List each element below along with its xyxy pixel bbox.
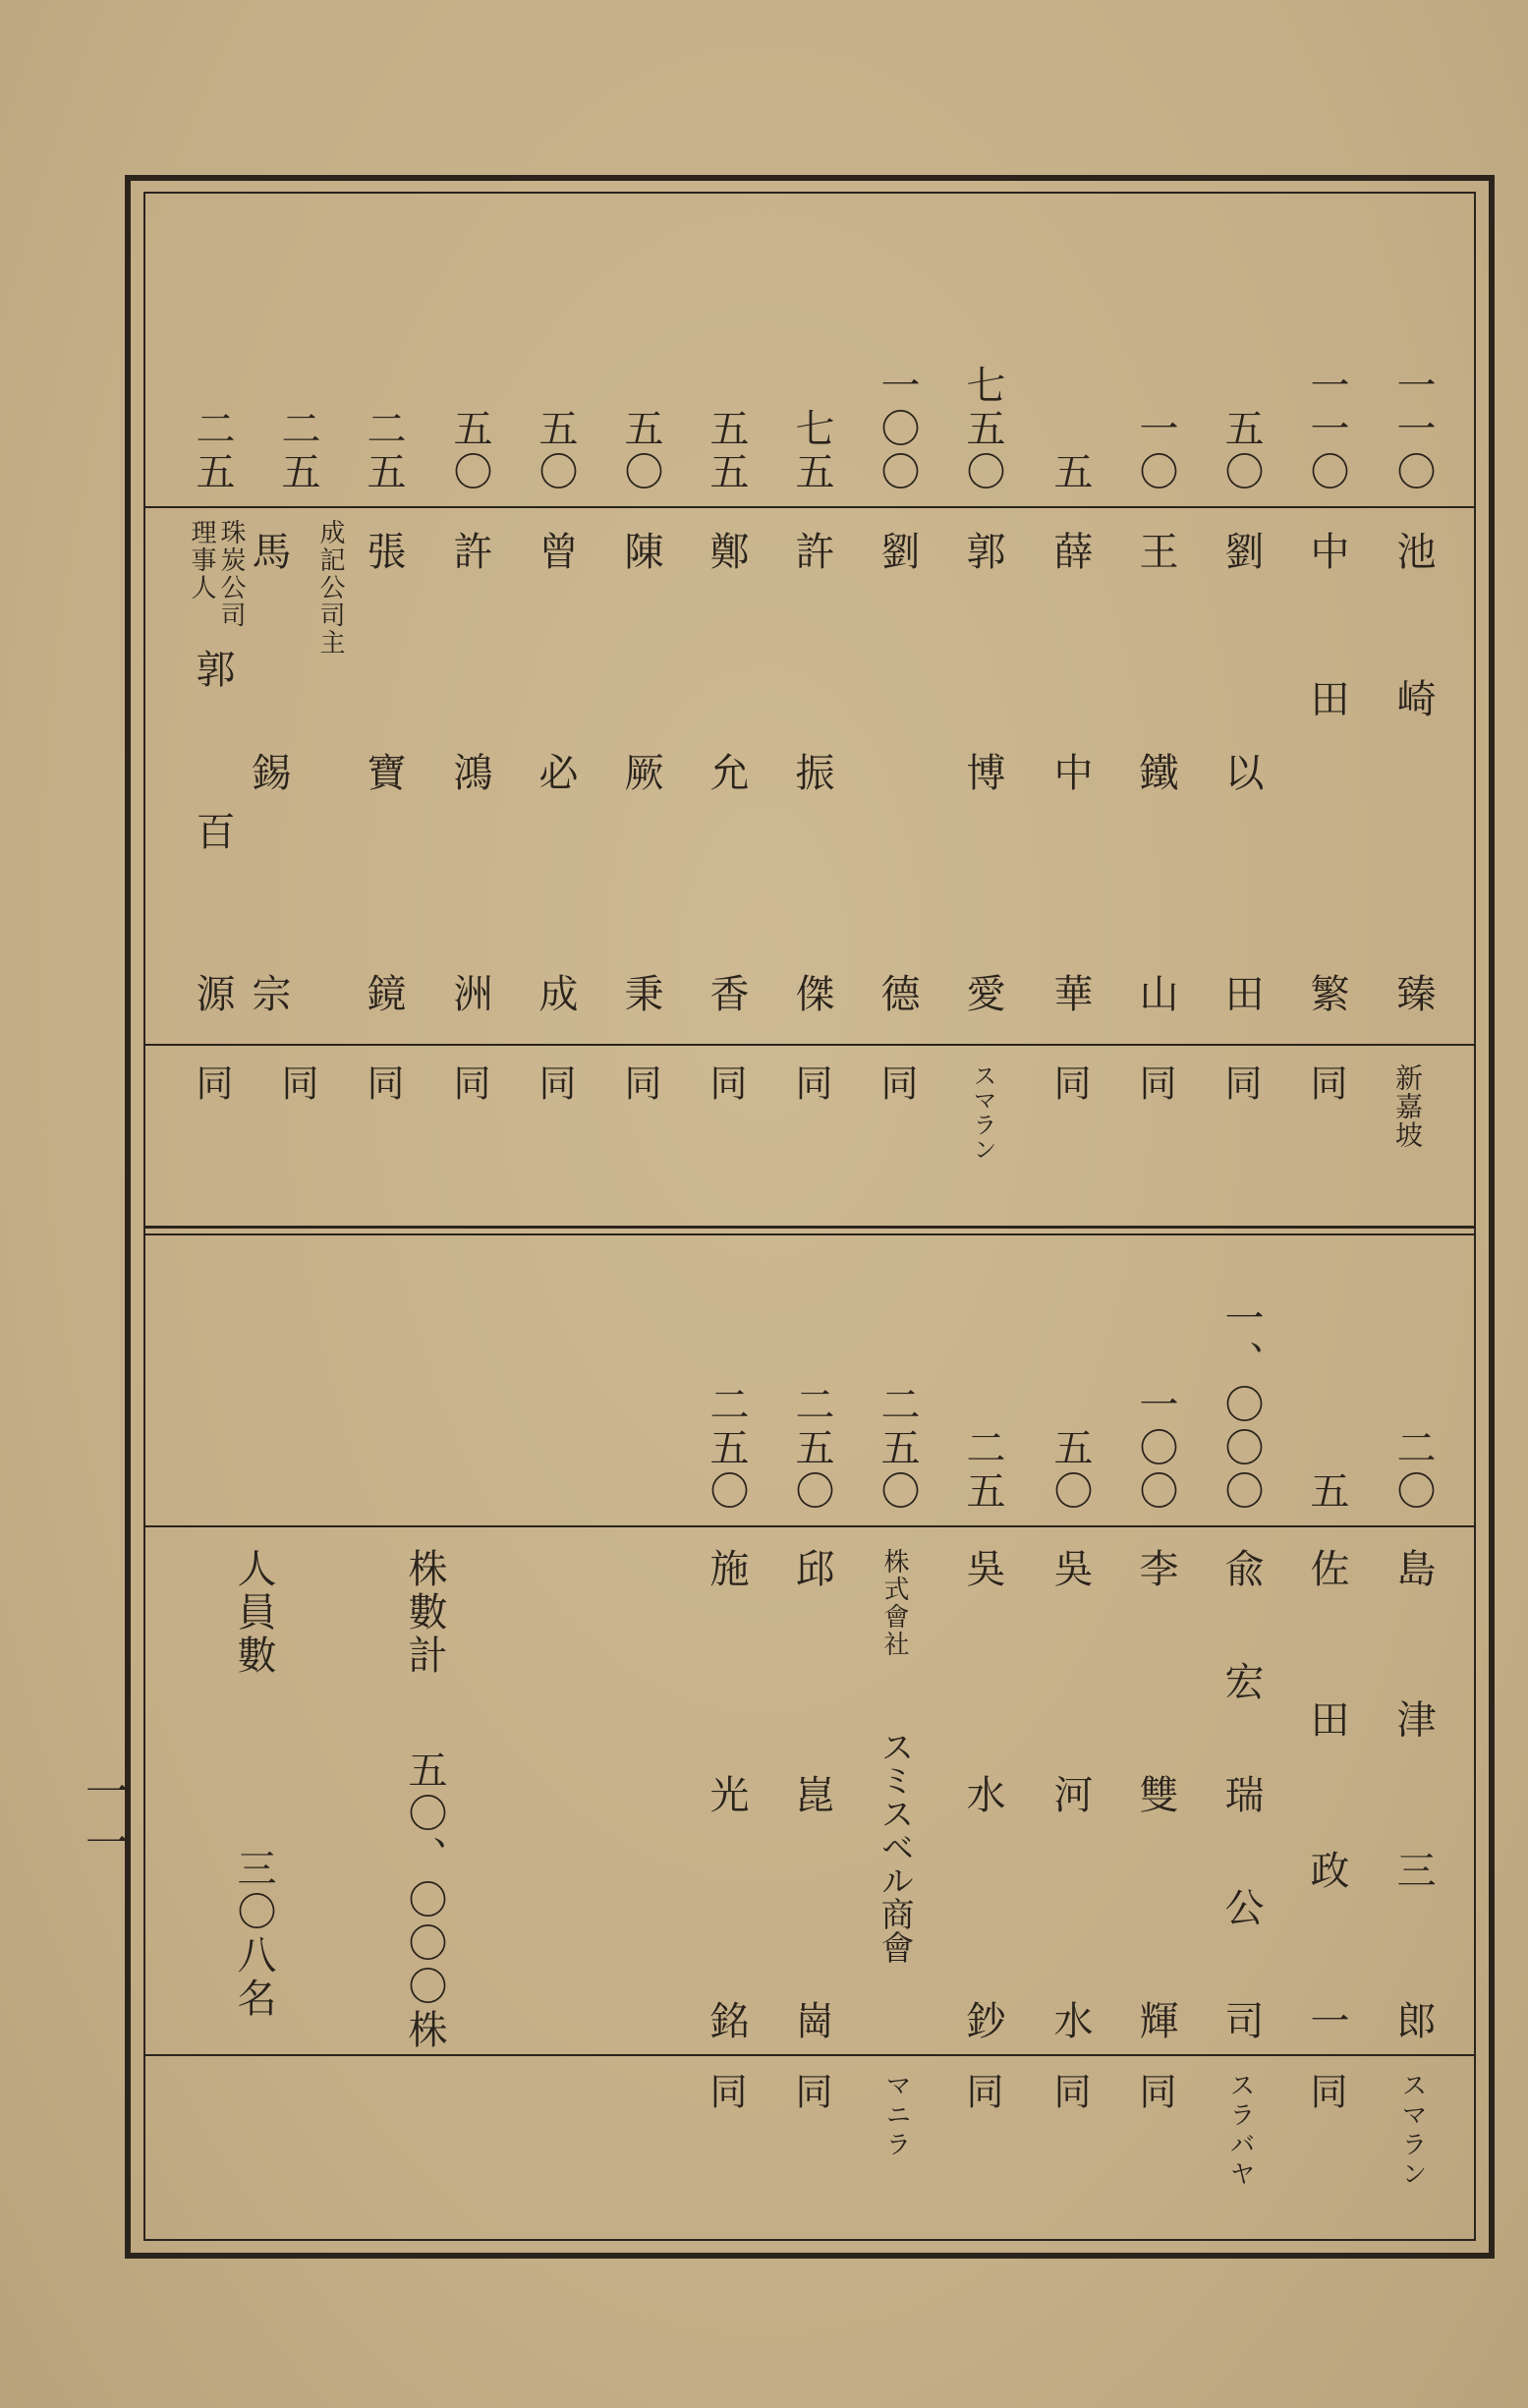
upper-name-cell: 許鴻洲 [447,531,492,1012]
section-divider-bottom [143,1233,1476,1235]
upper-shares-cell: 一〇〇 [875,365,920,494]
lower-place-cell: スマラン [1397,2072,1427,2190]
upper-shares-cell: 五〇 [1218,408,1264,494]
upper-place-cell: 同 [533,1063,576,1105]
lower-shares-cell: 五 [1304,1470,1349,1514]
upper-place-cell: 同 [875,1063,918,1105]
upper-name-cell: 許振傑 [789,531,834,1012]
upper-place-cell: 同 [789,1063,832,1105]
lower-shares-cell: 二五〇 [789,1384,834,1514]
upper-place-cell: 同 [704,1063,747,1105]
upper-shares-cell: 五〇 [533,408,578,494]
upper-shares-cell: 五五 [704,408,749,494]
upper-name-cell: 張寶鏡 [361,531,406,1012]
lower-name-cell: スミスベル商會 [875,1730,914,1964]
upper-shares-cell: 一一〇 [1304,365,1349,494]
upper-shares-cell: 二五 [190,408,235,494]
lower-name-cell: 李雙輝 [1133,1548,1178,2039]
lower-name-cell: 兪宏瑞公司 [1218,1548,1264,2039]
upper-name-cell: 王鐵山 [1133,531,1178,1012]
upper-shares-cell: 七五 [789,408,834,494]
lower-name-cell: 吳河水 [1047,1548,1093,2039]
lower-shares-cell: 五〇 [1047,1427,1093,1514]
upper-place-cell: 同 [618,1063,661,1105]
upper-note-cell: 珠炭公司 [216,519,246,629]
lower-shares-divider [143,1525,1476,1527]
lower-name-cell: 邱崑崗 [789,1548,834,2039]
upper-place-cell: 新嘉坡 [1391,1063,1424,1149]
lower-place-cell: 同 [1133,2072,1176,2113]
upper-place-cell: 同 [1218,1063,1262,1105]
upper-place-cell: 同 [275,1063,318,1105]
upper-name-cell: 鄭允香 [704,531,749,1012]
upper-shares-cell: 五〇 [447,408,492,494]
upper-shares-cell: 七五〇 [960,365,1005,494]
lower-place-cell: 同 [960,2072,1003,2113]
count-value: 三〇八名 [231,1848,276,2021]
lower-name-cell: 施光銘 [704,1548,749,2039]
upper-place-cell: 同 [361,1063,404,1105]
lower-shares-cell: 一〇〇 [1133,1384,1178,1514]
upper-shares-cell: 二五 [361,408,406,494]
total-value: 五〇、〇〇〇株 [402,1749,447,2052]
upper-place-cell: 同 [447,1063,490,1105]
upper-shares-cell: 二五 [275,408,320,494]
upper-name-cell: 曾必成 [533,531,578,1012]
upper-place-cell: 同 [1047,1063,1091,1105]
upper-name-cell: 劉以田 [1218,531,1264,1012]
upper-place-cell: 同 [1133,1063,1176,1105]
upper-shares-cell: 五〇 [618,408,663,494]
lower-shares-cell: 二五〇 [875,1384,920,1514]
upper-place-cell: 同 [190,1063,233,1105]
upper-name-cell: 薛中華 [1047,531,1093,1012]
page-number: 一一 [78,1769,128,1871]
lower-place-cell: 同 [1047,2072,1091,2113]
lower-shares-cell: 二五〇 [704,1384,749,1514]
lower-note-cell: 株式會社 [879,1548,909,1658]
upper-place-cell: スマラン [969,1063,996,1162]
count-label: 人員數 [231,1548,276,1678]
upper-name-cell: 郭博愛 [960,531,1005,1012]
lower-shares-cell: 二五 [960,1427,1005,1514]
upper-name-cell: 劉 德 [875,531,920,1012]
upper-place-divider [143,1044,1476,1046]
lower-place-cell: 同 [789,2072,832,2113]
lower-name-cell: 吳水鈔 [960,1548,1005,2039]
upper-shares-cell: 五 [1047,451,1093,494]
lower-name-cell: 佐田政一 [1304,1548,1349,2039]
upper-name-cell: 池崎 臻 [1390,531,1436,1012]
upper-shares-cell: 一一〇 [1390,365,1436,494]
upper-note-cell: 成記公司主 [315,519,345,657]
upper-note-cell: 理事人 [187,519,216,602]
lower-place-divider [143,2054,1476,2056]
lower-place-cell: 同 [1304,2072,1347,2113]
total-label: 株數計 [402,1548,447,1678]
lower-place-cell: スラバヤ [1225,2072,1255,2190]
lower-place-cell: マニラ [881,2072,911,2160]
upper-place-cell: 同 [1304,1063,1347,1105]
lower-shares-cell: 一、〇〇〇 [1218,1297,1264,1514]
section-divider-top [143,1226,1476,1229]
upper-name-cell: 馬錫宗 [246,531,291,1012]
upper-shares-cell: 一〇 [1133,408,1178,494]
upper-shares-divider [143,506,1476,508]
lower-place-cell: 同 [704,2072,747,2113]
upper-name-cell: 中田 繁 [1304,531,1349,1012]
lower-name-cell: 島津三郎 [1390,1548,1436,2039]
upper-name-cell: 郭百源 [190,649,235,1012]
lower-shares-cell: 二〇 [1390,1427,1436,1514]
upper-name-cell: 陳厥秉 [618,531,663,1012]
